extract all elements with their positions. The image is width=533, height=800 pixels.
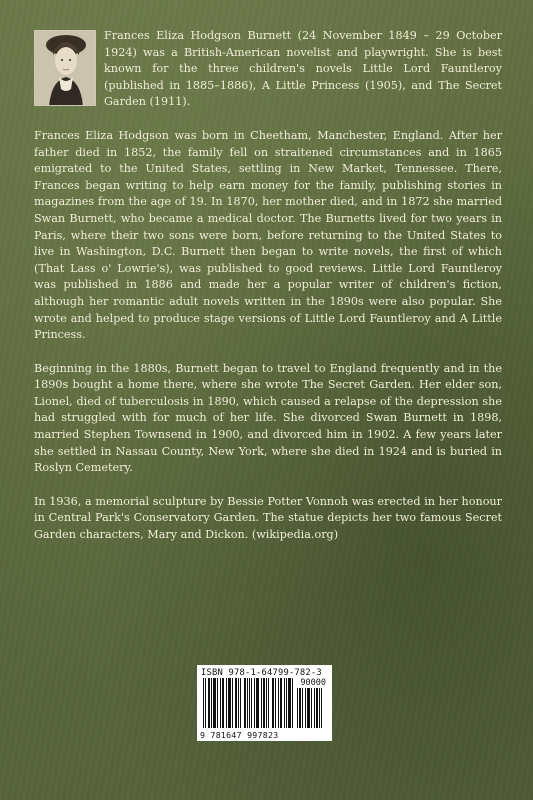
price-addon-code: 90000 (300, 678, 326, 688)
addon-barcode-bars (297, 688, 325, 728)
bio-paragraph-3: Beginning in the 1880s, Burnett began to travel to England frequently and in the 1890s bought a home there, where she wrote The Secret Garden. Her elder son, Lionel, died of tuberculosis in 1890, which caused a relapse of the depression she had struggled with for much of her life. She divorced Swan Burnett in 1898, married Stephen Townsend in 1900, and divorced him in 1902. A few years later she settled in Nassau County, New York, where she died in 1924 and is buried in Roslyn Cemetery. (34, 361, 502, 475)
bio-paragraph-4: In 1936, a memorial sculpture by Bessie Potter Vonnoh was erected in her honour in Central Park's Conservatory Garden. The statue depicts her two famous Secret Garden characters, Mary and Dickon. (wikipedia.org) (34, 494, 502, 542)
isbn-barcode (197, 665, 332, 741)
ean-digits: 9 781647 997823 (200, 730, 279, 740)
bio-paragraph-2: Frances Eliza Hodgson was born in Cheetham, Manchester, England. After her father died in 1852, the family fell on straitened circumstances and in 1865 emigrated to the United States, settling in New Market, Tennessee. There, Frances began writing to help earn money for the family, publishing stories in magazines from the age of 19. In 1870, her mother died, and in 1872 she married Swan Burnett, who became a medical doctor. The Burnetts lived for two years in Paris, where their two sons were born, before returning to the United States to live in Washington, D.C. Burnett then began to write novels, the first of which (That Lass o' Lowrie's), was published to good reviews. Little Lord Fauntleroy was published in 1886 and made her a popular writer of children's fiction, although her romantic adult novels written in the 1890s were also popular. She wrote and helped to produce stage versions of Little Lord Fauntleroy and A Little Princess. (34, 128, 502, 342)
bio-paragraph-1: Frances Eliza Hodgson Burnett (24 November 1849 – 29 October 1924) was a British-American novelist and playwright. She is best known for the three children's novels Little Lord Fauntleroy (published in 1885–1886), A Little Princess (1905), and The Secret Garden (1911). (104, 29, 502, 109)
isbn-label: ISBN 978-1-64799-782-3 (201, 668, 322, 678)
portrait-image (35, 31, 96, 106)
author-portrait (34, 30, 96, 106)
author-biography (34, 28, 502, 561)
ean-barcode-bars (203, 678, 295, 728)
